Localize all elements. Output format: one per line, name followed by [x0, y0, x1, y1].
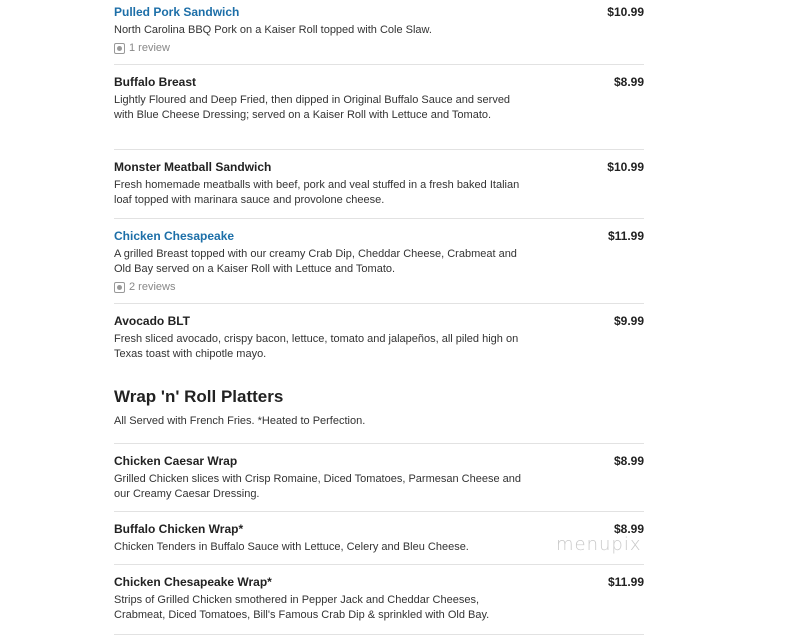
item-name-link[interactable]: Pulled Pork Sandwich [114, 5, 240, 19]
item-description: Fresh homemade meatballs with beef, pork and veal stuffed in a fresh baked Italian loaf topped with marinara sauce and provolone cheese. [114, 179, 520, 206]
section-header [114, 379, 644, 444]
item-description: Fresh sliced avocado, crispy bacon, lettuce, tomato and jalapeños, all piled high on Texas toast with chipotle mayo. [114, 333, 519, 360]
item-price: $8.99 [613, 522, 644, 536]
item-name: Monster Meatball Sandwich [114, 160, 272, 174]
item-name-link[interactable]: Chicken Chesapeake [114, 229, 235, 243]
item-description: Lightly Floured and Deep Fried, then dipped in Original Buffalo Sauce and served with Blue Cheese Dressing; served on a Kaiser Roll with Lettuce and Tomato. [114, 94, 511, 121]
menu-item [114, 219, 644, 304]
item-description: Grilled Chicken slices with Crisp Romaine, Diced Tomatoes, Parmesan Cheese and our Creamy Caesar Dressing. [114, 473, 521, 500]
item-price: $8.99 [613, 75, 644, 89]
review-icon [114, 282, 125, 293]
review-link[interactable] [114, 42, 644, 54]
menu-item [114, 0, 644, 65]
item-price: $10.99 [607, 160, 644, 174]
item-price: $10.99 [607, 5, 644, 19]
review-count: 1 review [129, 42, 170, 54]
item-price: $11.99 [607, 229, 644, 243]
menu-item [114, 65, 644, 150]
section-subtitle: All Served with French Fries. *Heated to Perfection. [114, 415, 366, 427]
menu-item [114, 444, 644, 512]
review-icon [114, 43, 125, 54]
item-name: Avocado BLT [114, 314, 191, 328]
item-description: North Carolina BBQ Pork on a Kaiser Roll topped with Cole Slaw. [114, 24, 432, 36]
item-description: Chicken Tenders in Buffalo Sauce with Lettuce, Celery and Bleu Cheese. [114, 541, 469, 553]
item-price: $9.99 [613, 314, 644, 328]
item-description: Strips of Grilled Chicken smothered in Pepper Jack and Cheddar Cheeses, Crabmeat, Diced Tomatoes, Bill's Famous Crab Dip & sprinkled with Old Bay. [114, 594, 490, 621]
menu-item [114, 304, 644, 379]
item-price: $11.99 [607, 575, 644, 589]
menu-item [114, 150, 644, 219]
section-title: Wrap 'n' Roll Platters [114, 387, 284, 406]
item-name: Chicken Caesar Wrap [114, 454, 238, 468]
item-name: Chicken Chesapeake Wrap* [114, 575, 272, 589]
item-price: $8.99 [613, 454, 644, 468]
menu-item [114, 565, 644, 635]
review-link[interactable] [114, 281, 644, 293]
item-name: Buffalo Chicken Wrap* [114, 522, 244, 536]
item-name: Buffalo Breast [114, 75, 197, 89]
item-description: A grilled Breast topped with our creamy Crab Dip, Cheddar Cheese, Crabmeat and Old Bay served on a Kaiser Roll with Lettuce and Tomato. [114, 248, 517, 275]
watermark-logo: menupix [556, 534, 642, 555]
review-count: 2 reviews [129, 281, 176, 293]
